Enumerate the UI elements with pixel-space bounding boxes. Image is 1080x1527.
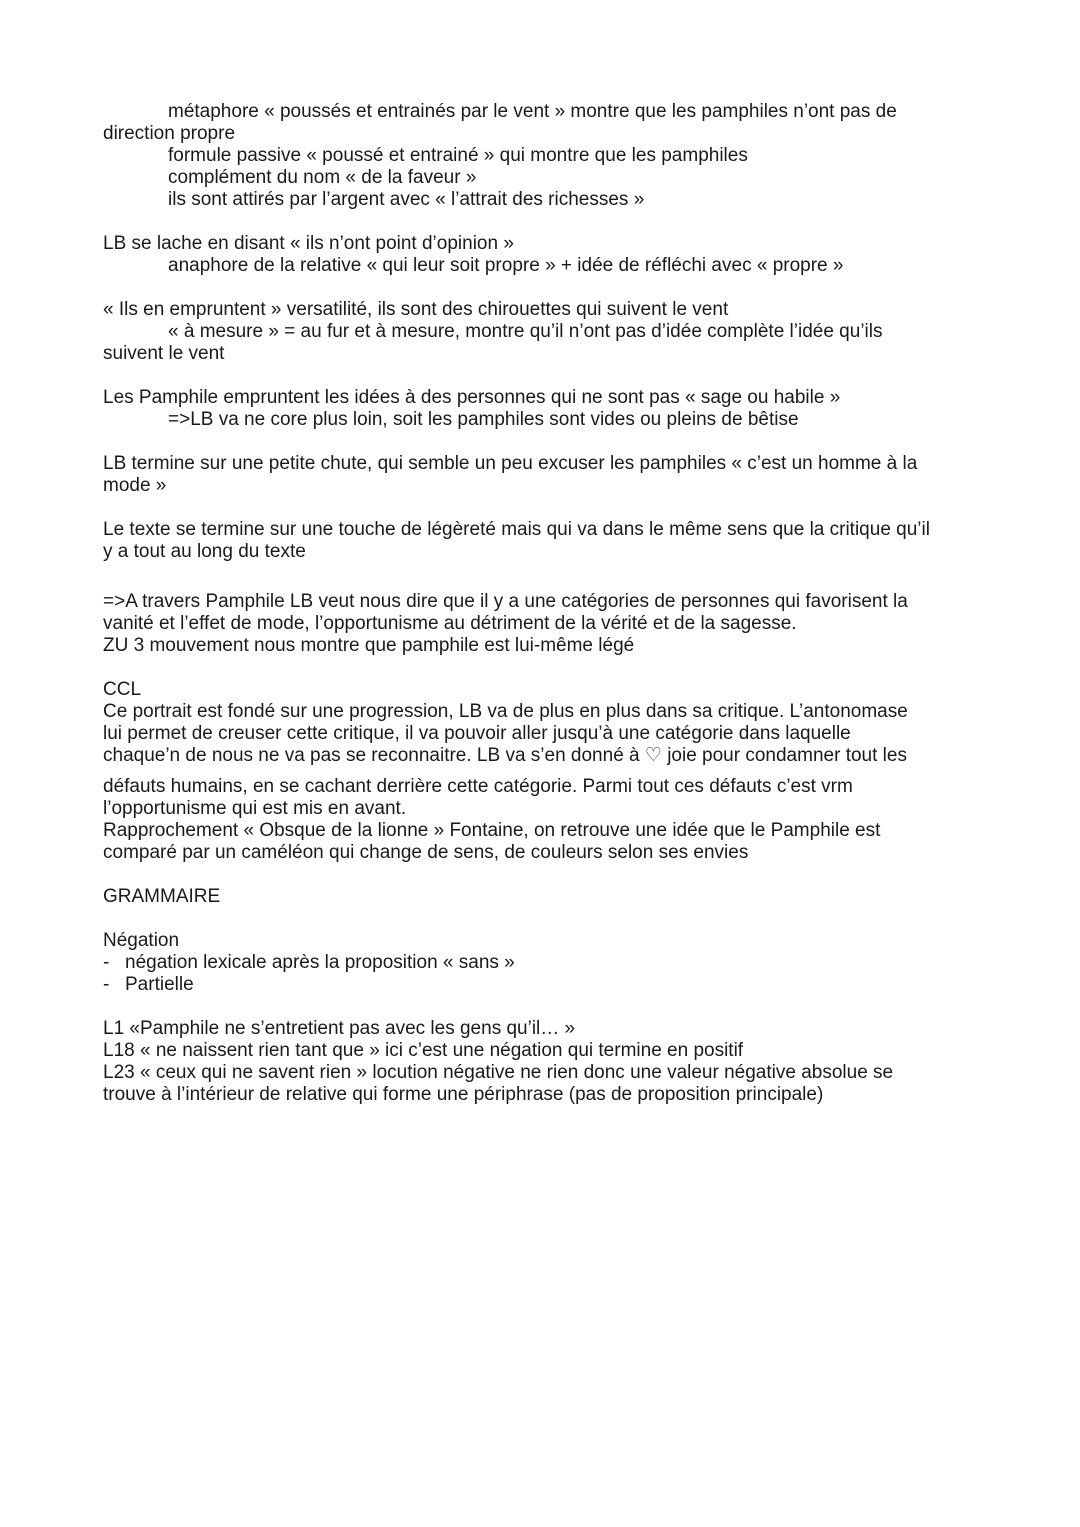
list-item <box>103 974 1003 996</box>
text-line: chaque’n de nous ne va pas se reconnaitre. LB va s’en donné à ♡ joie pour condamner tout les <box>103 745 907 766</box>
document-page <box>103 101 1003 1106</box>
text-line: défauts humains, en se cachant derrière cette catégorie. Parmi tout ces défauts c’est vrm <box>103 776 853 797</box>
text-line: suivent le vent <box>103 343 225 364</box>
text-line: comparé par un caméléon qui change de sens, de couleurs selon ses envies <box>103 842 749 863</box>
text-line: Rapprochement « Obsque de la lionne » Fontaine, on retrouve une idée que le Pamphile est <box>103 820 881 841</box>
text-line: complément du nom « de la faveur » <box>168 167 477 188</box>
spacer <box>103 211 1003 233</box>
list-item-text: négation lexicale après la proposition « sans » <box>125 952 515 973</box>
text-line: « Ils en empruntent » versatilité, ils sont des chirouettes qui suivent le vent <box>103 299 729 320</box>
spacer <box>103 431 1003 453</box>
spacer <box>103 996 1003 1018</box>
spacer <box>103 864 1003 886</box>
spacer <box>103 657 1003 679</box>
text-line: « à mesure » = au fur et à mesure, montre qu’il n’ont pas d’idée complète l’idée qu’ils <box>168 321 883 342</box>
text-line: lui permet de creuser cette critique, il va pouvoir aller jusqu’à une catégorie dans laquelle <box>103 723 851 744</box>
text-line: Les Pamphile empruntent les idées à des personnes qui ne sont pas « sage ou habile » <box>103 387 841 408</box>
text-line: formule passive « poussé et entrainé » qui montre que les pamphiles <box>168 145 748 166</box>
dash-bullet: - <box>103 952 110 973</box>
text-line: =>LB va ne core plus loin, soit les pamphiles sont vides ou pleins de bêtise <box>168 409 799 430</box>
text-line: métaphore « poussés et entrainés par le vent » montre que les pamphiles n’ont pas de <box>168 101 897 122</box>
text-line: LB termine sur une petite chute, qui semble un peu excuser les pamphiles « c’est un homme à la <box>103 453 918 474</box>
subheading-negation: Négation <box>103 930 180 951</box>
dash-bullet: - <box>103 974 110 995</box>
text-line: trouve à l’intérieur de relative qui forme une périphrase (pas de proposition principale) <box>103 1084 824 1105</box>
text-line: LB se lache en disant « ils n’ont point d’opinion » <box>103 233 514 254</box>
spacer <box>103 497 1003 519</box>
text-line: =>A travers Pamphile LB veut nous dire que il y a une catégories de personnes qui favorisent la <box>103 591 908 612</box>
text-line: l’opportunisme qui est mis en avant. <box>103 798 407 819</box>
text-line: L18 « ne naissent rien tant que » ici c’est une négation qui termine en positif <box>103 1040 744 1061</box>
text-line: direction propre <box>103 123 236 144</box>
text-line: y a tout au long du texte <box>103 541 306 562</box>
section-heading-ccl: CCL <box>103 679 142 700</box>
text-line: L1 «Pamphile ne s’entretient pas avec les gens qu’il… » <box>103 1018 576 1039</box>
text-line: ZU 3 mouvement nous montre que pamphile est lui-même légé <box>103 635 635 656</box>
spacer <box>103 365 1003 387</box>
text-line: mode » <box>103 475 167 496</box>
spacer <box>103 908 1003 930</box>
text-line: Le texte se termine sur une touche de légèreté mais qui va dans le même sens que la critique qu’il <box>103 519 930 540</box>
section-heading-grammaire: GRAMMAIRE <box>103 886 221 907</box>
text-line: Ce portrait est fondé sur une progression, LB va de plus en plus dans sa critique. L’antonomase <box>103 701 908 722</box>
text-line: L23 « ceux qui ne savent rien » locution négative ne rien donc une valeur négative absolue se <box>103 1062 894 1083</box>
spacer <box>103 277 1003 299</box>
text-line: anaphore de la relative « qui leur soit propre » + idée de réfléchi avec « propre » <box>168 255 844 276</box>
spacer <box>103 563 1003 591</box>
list-item <box>103 952 1003 974</box>
text-line: vanité et l’effet de mode, l’opportunisme au détriment de la vérité et de la sagesse. <box>103 613 797 634</box>
list-item-text: Partielle <box>125 974 194 995</box>
text-line: ils sont attirés par l’argent avec « l’attrait des richesses » <box>168 189 645 210</box>
